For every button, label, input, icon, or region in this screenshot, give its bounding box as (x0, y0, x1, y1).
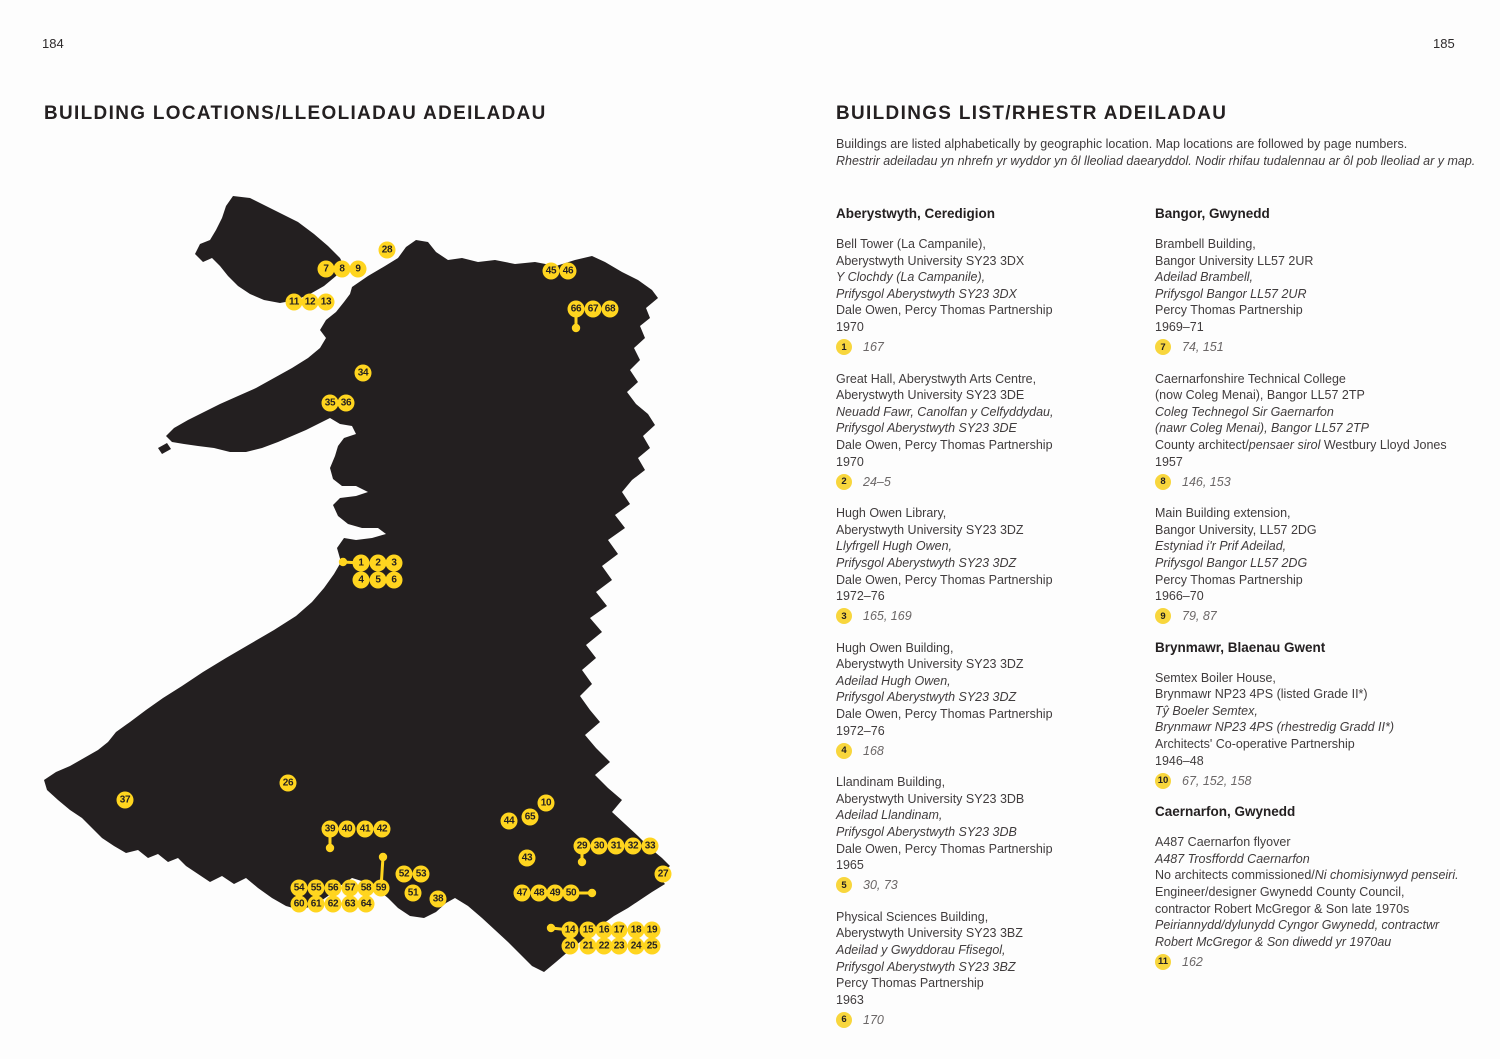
map-marker-35: 35 (322, 395, 339, 412)
map-ref-row (1155, 953, 1490, 970)
building-entry (836, 371, 1148, 491)
entry-line: Bangor University LL57 2UR (1155, 253, 1314, 268)
map-marker-48: 48 (531, 885, 548, 902)
map-marker-19: 19 (644, 922, 661, 939)
entry-line: Adeilad Hugh Owen, (836, 673, 951, 688)
map-ref-row (836, 742, 1148, 759)
entry-line: County architect/pensaer sirol Westbury Lloyd Jones (1155, 437, 1447, 452)
building-entry (836, 909, 1148, 1029)
entry-line: Adeilad y Gwyddorau Ffisegol, (836, 943, 1006, 957)
entry-line: Aberystwyth University SY23 3DB (836, 791, 1025, 806)
section-heading: Aberystwyth, Ceredigion (836, 206, 996, 221)
entry-line: Prifysgol Aberystwyth SY23 3DZ (836, 555, 1017, 570)
building-entry (1155, 670, 1490, 790)
map-marker-30: 30 (591, 838, 608, 855)
map-marker-27: 27 (655, 866, 672, 883)
building-entry (1155, 505, 1490, 625)
map-marker-57: 57 (342, 880, 359, 897)
entry-line: Aberystwyth University SY23 3BZ (836, 926, 1023, 941)
entry-line: Prifysgol Aberystwyth SY23 3DB (836, 825, 1017, 840)
building-entry (1155, 834, 1490, 970)
building-entry (836, 505, 1148, 625)
map-marker-18: 18 (628, 922, 645, 939)
map-marker-36: 36 (338, 395, 355, 412)
entry-line: 1963 (836, 992, 864, 1007)
map-marker-46: 46 (560, 263, 577, 280)
map-marker-41: 41 (357, 821, 374, 838)
map-marker-58: 58 (358, 880, 375, 897)
entry-line: Dale Owen, Percy Thomas Partnership (836, 707, 1053, 722)
intro-text-english: Buildings are listed alphabetically by geographic location. Map locations are followed by page numbers. (836, 137, 1408, 151)
entry-line: 1972–76 (836, 589, 885, 604)
entry-line: Prifysgol Aberystwyth SY23 3DZ (836, 690, 1017, 705)
entry-line: 1970 (836, 319, 864, 334)
entry-line: Aberystwyth University SY23 3DX (836, 253, 1025, 268)
entry-line: A487 Caernarfon flyover (1155, 835, 1291, 850)
buildings-list-column-2 (1155, 206, 1490, 985)
entry-line: Brynmawr NP23 4PS (rhestredig Gradd II*) (1155, 720, 1394, 735)
entry-line: 1966–70 (1155, 589, 1204, 604)
map-ref-row (836, 339, 1148, 356)
entry-line: Aberystwyth University SY23 3DZ (836, 522, 1024, 537)
map-ref-row (1155, 772, 1490, 789)
entry-line: A487 Trosffordd Caernarfon (1155, 851, 1310, 866)
entry-line: Prifysgol Bangor LL57 2UR (1155, 286, 1307, 301)
map-marker-32: 32 (625, 838, 642, 855)
entry-line: Tŷ Boeler Semtex, (1155, 703, 1258, 718)
entry-line: Percy Thomas Partnership (836, 976, 984, 991)
map-marker-1: 1 (353, 555, 370, 572)
building-entry (1155, 236, 1490, 356)
entry-line: 1946–48 (1155, 753, 1204, 768)
map-marker-9: 9 (350, 261, 367, 278)
map-marker-40: 40 (339, 821, 356, 838)
entry-line: Prifysgol Aberystwyth SY23 3DE (836, 421, 1017, 436)
map-marker-33: 33 (642, 838, 659, 855)
map-ref-badge: 11 (1155, 954, 1171, 970)
map-marker-23: 23 (611, 938, 628, 955)
entry-line: Brynmawr NP23 4PS (listed Grade II*) (1155, 687, 1368, 702)
map-ref-row (836, 877, 1148, 894)
map-ref-row (1155, 473, 1490, 490)
entry-line: Brambell Building, (1155, 237, 1256, 251)
map-marker-38: 38 (430, 891, 447, 908)
page-references: 170 (863, 1012, 884, 1027)
map-marker-7: 7 (318, 261, 335, 278)
map-marker-42: 42 (374, 821, 391, 838)
map-marker-10: 10 (538, 795, 555, 812)
entry-line: Dale Owen, Percy Thomas Partnership (836, 841, 1053, 856)
entry-line: Caernarfonshire Technical College (1155, 371, 1346, 386)
map-marker-21: 21 (580, 938, 597, 955)
map-ref-badge: 4 (836, 743, 852, 759)
entry-line: Adeilad Llandinam, (836, 808, 943, 823)
entry-line: 1970 (836, 454, 864, 469)
map-ref-row (836, 1011, 1148, 1028)
map-marker-45: 45 (543, 263, 560, 280)
right-page-title: BUILDINGS LIST/RHESTR ADEILADAU (836, 102, 1228, 124)
entry-line: No architects commissioned/Ni chomisiynwyd penseiri. (1155, 868, 1459, 883)
map-marker-55: 55 (308, 880, 325, 897)
map-ref-badge: 2 (836, 474, 852, 490)
map-marker-64: 64 (358, 896, 375, 913)
entry-line: 1965 (836, 858, 864, 873)
entry-line: Neuadd Fawr, Canolfan y Celfyddydau, (836, 404, 1054, 419)
map-marker-61: 61 (308, 896, 325, 913)
page-number-left: 184 (42, 36, 64, 51)
entry-line: Dale Owen, Percy Thomas Partnership (836, 303, 1053, 318)
entry-line: Dale Owen, Percy Thomas Partnership (836, 572, 1053, 587)
entry-line: Percy Thomas Partnership (1155, 572, 1303, 587)
entry-line: (nawr Coleg Menai), Bangor LL57 2TP (1155, 421, 1370, 436)
map-marker-39: 39 (322, 821, 339, 838)
page-references: 79, 87 (1182, 609, 1217, 624)
entry-line: Dale Owen, Percy Thomas Partnership (836, 437, 1053, 452)
building-entry (836, 774, 1148, 894)
entry-line: Llyfrgell Hugh Owen, (836, 539, 953, 554)
entry-line: Adeilad Brambell, (1155, 270, 1253, 285)
entry-line: Coleg Technegol Sir Gaernarfon (1155, 404, 1334, 419)
map-marker-68: 68 (602, 301, 619, 318)
map-marker-24: 24 (628, 938, 645, 955)
map-marker-6: 6 (386, 572, 403, 589)
map-marker-56: 56 (325, 880, 342, 897)
entry-line: Peiriannydd/dylunydd Cyngor Gwynedd, contractwr (1155, 918, 1440, 933)
map-marker-65: 65 (522, 809, 539, 826)
map-marker-63: 63 (342, 896, 359, 913)
page-references: 67, 152, 158 (1182, 773, 1252, 788)
page-references: 167 (863, 340, 884, 355)
map-marker-66: 66 (568, 301, 585, 318)
map-marker-47: 47 (514, 885, 531, 902)
map-marker-12: 12 (302, 294, 319, 311)
map-marker-2: 2 (370, 555, 387, 572)
entry-line: Estyniad i'r Prif Adeilad, (1155, 539, 1287, 554)
map-marker-28: 28 (379, 242, 396, 259)
map-marker-29: 29 (574, 838, 591, 855)
page-references: 165, 169 (863, 609, 912, 624)
map-marker-11: 11 (286, 294, 303, 311)
entry-line: Great Hall, Aberystwyth Arts Centre, (836, 371, 1037, 386)
map-ref-badge: 7 (1155, 339, 1171, 355)
map-marker-20: 20 (562, 938, 579, 955)
map-marker-59: 59 (373, 880, 390, 897)
entry-line: Aberystwyth University SY23 3DE (836, 388, 1025, 403)
entry-line: Prifysgol Aberystwyth SY23 3BZ (836, 959, 1016, 974)
entry-line: contractor Robert McGregor & Son late 1970s (1155, 901, 1410, 916)
page-references: 30, 73 (863, 878, 898, 893)
map-marker-14: 14 (562, 922, 579, 939)
page-references: 74, 151 (1182, 340, 1224, 355)
intro-text-welsh: Rhestrir adeiladau yn nhrefn yr wyddor yn ôl lleoliad daearyddol. Nodir rhifau tudalennau ar ôl pob lleoliad ar y map. (836, 154, 1476, 168)
entry-line: Prifysgol Aberystwyth SY23 3DX (836, 286, 1017, 301)
map-marker-50: 50 (563, 885, 580, 902)
entry-line: Prifysgol Bangor LL57 2DG (1155, 555, 1308, 570)
building-entry (836, 236, 1148, 356)
entry-line: Hugh Owen Library, (836, 506, 947, 521)
left-page-title: BUILDING LOCATIONS/LLEOLIADAU ADEILADAU (44, 102, 547, 124)
map-marker-54: 54 (291, 880, 308, 897)
entry-line: Semtex Boiler House, (1155, 670, 1276, 685)
entry-line: Bangor University, LL57 2DG (1155, 522, 1317, 537)
page-references: 24–5 (863, 474, 891, 489)
map-marker-5: 5 (370, 572, 387, 589)
map-marker-3: 3 (386, 555, 403, 572)
entry-line: 1972–76 (836, 723, 885, 738)
map-marker-53: 53 (413, 866, 430, 883)
buildings-list-column-1 (836, 206, 1148, 1043)
entry-line: Percy Thomas Partnership (1155, 303, 1303, 318)
map-marker-25: 25 (644, 938, 661, 955)
entry-line: Robert McGregor & Son diwedd yr 1970au (1155, 934, 1392, 949)
building-entry (1155, 371, 1490, 491)
map-marker-8: 8 (334, 261, 351, 278)
map-ref-row (1155, 339, 1490, 356)
entry-line: Physical Sciences Building, (836, 909, 989, 924)
map-marker-17: 17 (611, 922, 628, 939)
map-marker-43: 43 (519, 850, 536, 867)
entry-line: Engineer/designer Gwynedd County Council, (1155, 885, 1405, 900)
map-ref-badge: 8 (1155, 474, 1171, 490)
page-references: 146, 153 (1182, 474, 1231, 489)
map-ref-badge: 5 (836, 877, 852, 893)
map-marker-51: 51 (405, 885, 422, 902)
map-ref-row (836, 608, 1148, 625)
map-ref-badge: 6 (836, 1012, 852, 1028)
map-marker-34: 34 (355, 365, 372, 382)
building-entry (836, 640, 1148, 760)
map-marker-13: 13 (318, 294, 335, 311)
map-ref-badge: 10 (1155, 773, 1171, 789)
entry-line: 1969–71 (1155, 319, 1204, 334)
entry-line: 1957 (1155, 454, 1183, 469)
page-references: 162 (1182, 954, 1203, 969)
map-marker-44: 44 (501, 813, 518, 830)
map-marker-4: 4 (353, 572, 370, 589)
map-marker-60: 60 (291, 896, 308, 913)
entry-line: Architects' Co-operative Partnership (1155, 737, 1355, 752)
entry-line: Bell Tower (La Campanile), (836, 237, 986, 251)
map-ref-badge: 1 (836, 339, 852, 355)
map-ref-badge: 3 (836, 608, 852, 624)
entry-line: Y Clochdy (La Campanile), (836, 270, 986, 285)
page-references: 168 (863, 743, 884, 758)
map-marker-62: 62 (325, 896, 342, 913)
map-marker-49: 49 (547, 885, 564, 902)
page-number-right: 185 (1433, 36, 1455, 51)
entry-line: Aberystwyth University SY23 3DZ (836, 657, 1024, 672)
entry-line: Hugh Owen Building, (836, 640, 954, 655)
map-marker-67: 67 (585, 301, 602, 318)
map-ref-badge: 9 (1155, 608, 1171, 624)
map-ref-row (836, 473, 1148, 490)
section-heading: Bangor, Gwynedd (1155, 206, 1270, 221)
section-heading: Caernarfon, Gwynedd (1155, 804, 1296, 820)
map-marker-15: 15 (580, 922, 597, 939)
section-heading: Brynmawr, Blaenau Gwent (1155, 639, 1326, 655)
entry-line: Llandinam Building, (836, 775, 946, 790)
map-marker-26: 26 (280, 775, 297, 792)
map-marker-16: 16 (596, 922, 613, 939)
map-marker-22: 22 (596, 938, 613, 955)
entry-line: (now Coleg Menai), Bangor LL57 2TP (1155, 388, 1365, 403)
entry-line: Main Building extension, (1155, 506, 1291, 521)
map-marker-31: 31 (608, 838, 625, 855)
map-marker-37: 37 (117, 792, 134, 809)
map-marker-52: 52 (396, 866, 413, 883)
map-ref-row (1155, 608, 1490, 625)
